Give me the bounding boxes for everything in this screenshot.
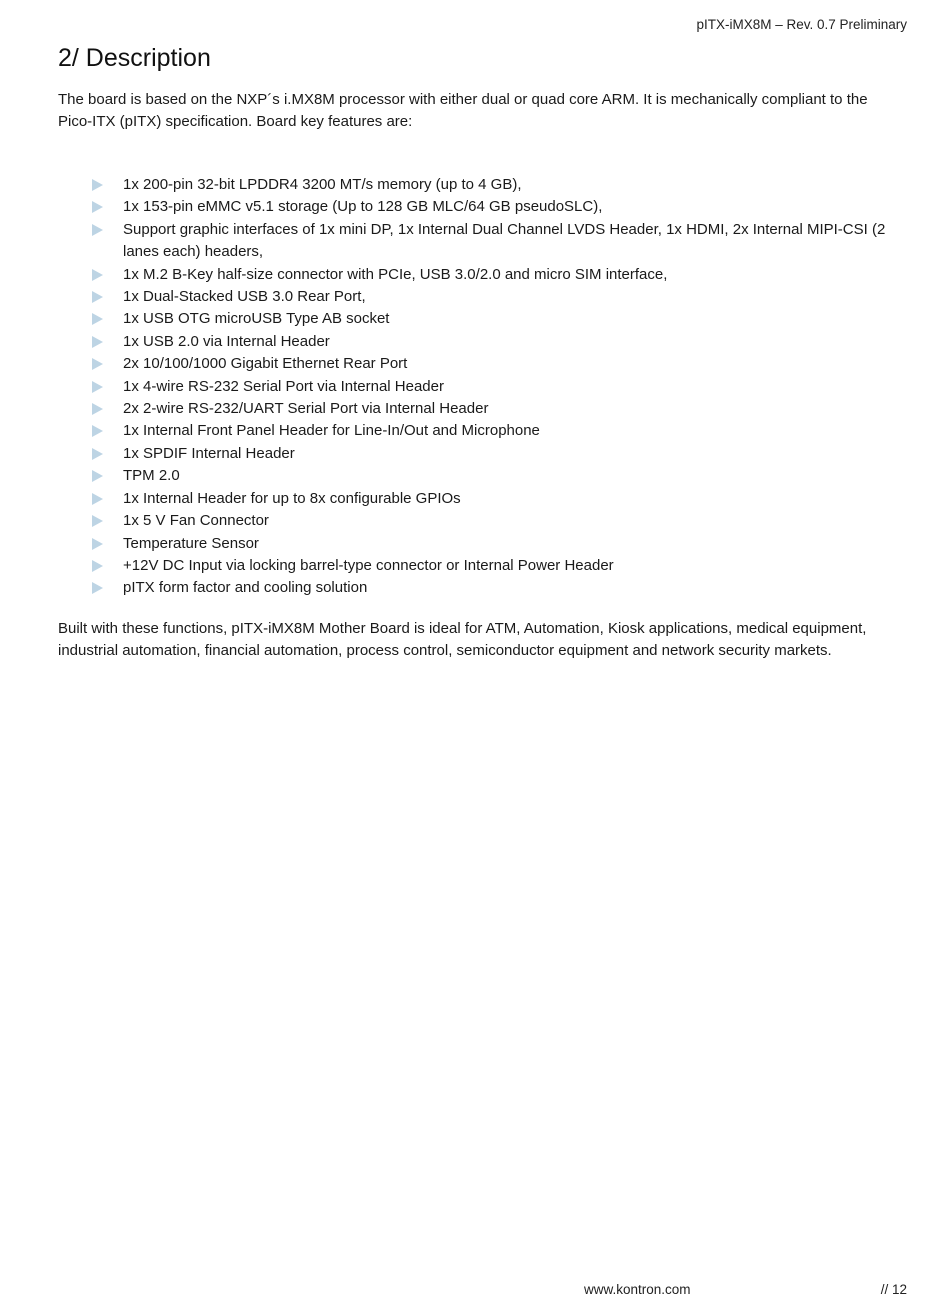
triangle-bullet-icon xyxy=(92,560,103,572)
feature-list-item xyxy=(90,465,905,487)
feature-text: Support graphic interfaces of 1x mini DP, 1x Internal Dual Channel LVDS Header, 1x HDMI, 2x Internal MIPI-CSI (2 lanes each) headers, xyxy=(123,220,886,261)
feature-text: Temperature Sensor xyxy=(123,534,259,552)
intro-paragraph: The board is based on the NXP´s i.MX8M processor with either dual or quad core ARM. It is mechanically compliant to the Pico-ITX (pITX) specification. Board key features are: xyxy=(58,91,868,130)
feature-list-item xyxy=(90,308,905,330)
triangle-bullet-icon xyxy=(92,582,103,594)
feature-list-item xyxy=(90,510,905,532)
feature-text: 2x 2-wire RS-232/UART Serial Port via Internal Header xyxy=(123,400,489,418)
feature-list-item xyxy=(90,398,905,420)
triangle-bullet-icon xyxy=(92,403,103,415)
section-title: 2/ Description xyxy=(58,44,211,72)
triangle-bullet-icon xyxy=(92,425,103,437)
feature-list-item xyxy=(90,420,905,442)
triangle-bullet-icon xyxy=(92,179,103,191)
feature-list-item xyxy=(90,577,905,599)
triangle-bullet-icon xyxy=(92,291,103,303)
triangle-bullet-icon xyxy=(92,224,103,236)
feature-text: 1x USB OTG microUSB Type AB socket xyxy=(123,310,390,328)
feature-list-item xyxy=(90,555,905,577)
triangle-bullet-icon xyxy=(92,493,103,505)
triangle-bullet-icon xyxy=(92,336,103,348)
feature-text: 1x SPDIF Internal Header xyxy=(123,444,295,462)
feature-list xyxy=(90,174,905,600)
feature-text: 1x Internal Front Panel Header for Line-In/Out and Microphone xyxy=(123,422,540,440)
feature-text: TPM 2.0 xyxy=(123,467,180,485)
feature-list-item xyxy=(90,353,905,375)
feature-list-item xyxy=(90,264,905,286)
feature-list-item xyxy=(90,331,905,353)
triangle-bullet-icon xyxy=(92,448,103,460)
feature-text: 1x USB 2.0 via Internal Header xyxy=(123,332,330,350)
feature-text: 1x 153-pin eMMC v5.1 storage (Up to 128 GB MLC/64 GB pseudoSLC), xyxy=(123,198,603,216)
triangle-bullet-icon xyxy=(92,470,103,482)
outro-paragraph: Built with these functions, pITX-iMX8M Mother Board is ideal for ATM, Automation, Kiosk applications, medical equipment, industrial automation, financial automation, process control, semiconductor equipment and network security markets. xyxy=(58,620,867,659)
feature-list-item xyxy=(90,286,905,308)
feature-text: 1x M.2 B-Key half-size connector with PCIe, USB 3.0/2.0 and micro SIM interface, xyxy=(123,265,668,283)
feature-list-item xyxy=(90,174,905,196)
feature-list-item xyxy=(90,219,905,264)
triangle-bullet-icon xyxy=(92,269,103,281)
feature-list-item xyxy=(90,488,905,510)
feature-list-item xyxy=(90,443,905,465)
triangle-bullet-icon xyxy=(92,358,103,370)
triangle-bullet-icon xyxy=(92,313,103,325)
feature-list-item xyxy=(90,533,905,555)
feature-text: +12V DC Input via locking barrel-type connector or Internal Power Header xyxy=(123,556,614,574)
feature-text: 1x 4-wire RS-232 Serial Port via Internal Header xyxy=(123,377,444,395)
feature-text: pITX form factor and cooling solution xyxy=(123,579,368,597)
triangle-bullet-icon xyxy=(92,538,103,550)
feature-text: 1x Internal Header for up to 8x configurable GPIOs xyxy=(123,489,461,507)
triangle-bullet-icon xyxy=(92,381,103,393)
triangle-bullet-icon xyxy=(92,515,103,527)
feature-text: 1x 5 V Fan Connector xyxy=(123,512,269,530)
feature-text: 1x Dual-Stacked USB 3.0 Rear Port, xyxy=(123,288,366,306)
feature-text: 2x 10/100/1000 Gigabit Ethernet Rear Port xyxy=(123,355,408,373)
feature-text: 1x 200-pin 32-bit LPDDR4 3200 MT/s memory (up to 4 GB), xyxy=(123,176,522,193)
document-header-title: pITX-iMX8M – Rev. 0.7 Preliminary xyxy=(696,17,907,32)
feature-list-item xyxy=(90,376,905,398)
triangle-bullet-icon xyxy=(92,201,103,213)
page-number: // 12 xyxy=(880,1282,907,1297)
footer-website: www.kontron.com xyxy=(584,1282,691,1297)
feature-list-item xyxy=(90,196,905,218)
